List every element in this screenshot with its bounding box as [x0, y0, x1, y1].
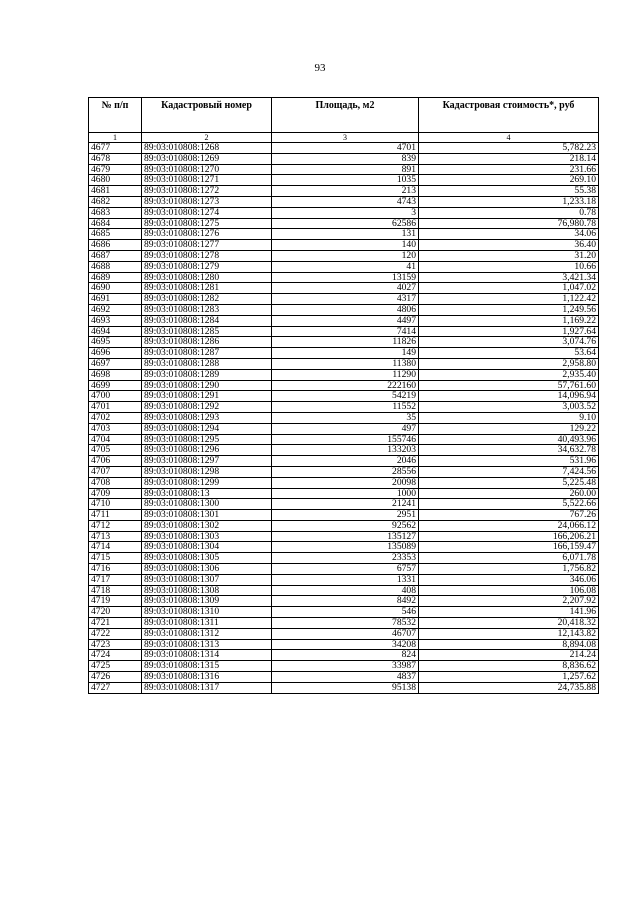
- cell-index: 4719: [89, 596, 142, 607]
- cell-cadastral-value: 2,958.80: [419, 358, 599, 369]
- cell-index: 4684: [89, 218, 142, 229]
- cell-cadastral-value: 2,207.92: [419, 596, 599, 607]
- table-row: [89, 380, 599, 391]
- cell-index: 4697: [89, 358, 142, 369]
- table-header-row: [89, 98, 599, 133]
- cell-index: 4707: [89, 466, 142, 477]
- table-row: [89, 326, 599, 337]
- cell-cadastral-value: 1,927.64: [419, 326, 599, 337]
- cell-area: 28556: [272, 466, 419, 477]
- cell-cadastral-value: 767.26: [419, 510, 599, 521]
- table-row: [89, 531, 599, 542]
- cell-cadastral-value: 3,074.76: [419, 337, 599, 348]
- cell-area: 2951: [272, 510, 419, 521]
- table-row: [89, 250, 599, 261]
- cell-index: 4708: [89, 477, 142, 488]
- cell-index: 4723: [89, 639, 142, 650]
- table-row: [89, 434, 599, 445]
- cell-cadastral-number: 89:03:010808:1294: [142, 423, 272, 434]
- table-row: [89, 369, 599, 380]
- cell-index: 4703: [89, 423, 142, 434]
- cell-area: 6757: [272, 564, 419, 575]
- cell-cadastral-number: 89:03:010808:1273: [142, 196, 272, 207]
- cell-area: 1331: [272, 574, 419, 585]
- column-number: 2: [142, 133, 272, 143]
- cell-area: 497: [272, 423, 419, 434]
- cell-cadastral-number: 89:03:010808:1288: [142, 358, 272, 369]
- cell-area: 3: [272, 207, 419, 218]
- cell-cadastral-value: 1,169.22: [419, 315, 599, 326]
- table-row: [89, 477, 599, 488]
- cell-cadastral-number: 89:03:010808:1303: [142, 531, 272, 542]
- cell-area: 133203: [272, 445, 419, 456]
- cell-cadastral-number: 89:03:010808:1311: [142, 618, 272, 629]
- cell-cadastral-number: 89:03:010808:1304: [142, 542, 272, 553]
- cell-area: 4497: [272, 315, 419, 326]
- cell-index: 4688: [89, 261, 142, 272]
- cell-cadastral-value: 3,003.52: [419, 402, 599, 413]
- cell-index: 4720: [89, 607, 142, 618]
- cell-cadastral-number: 89:03:010808:1307: [142, 574, 272, 585]
- cell-area: 4701: [272, 143, 419, 154]
- cell-cadastral-number: 89:03:010808:1293: [142, 412, 272, 423]
- table-row: [89, 628, 599, 639]
- cell-area: 2046: [272, 456, 419, 467]
- cell-cadastral-number: 89:03:010808:1275: [142, 218, 272, 229]
- table-row: [89, 639, 599, 650]
- cell-index: 4727: [89, 682, 142, 693]
- column-number-row: [89, 133, 599, 143]
- cell-area: 7414: [272, 326, 419, 337]
- table-row: [89, 596, 599, 607]
- cell-index: 4677: [89, 143, 142, 154]
- cell-area: 20098: [272, 477, 419, 488]
- cell-index: 4682: [89, 196, 142, 207]
- cell-index: 4724: [89, 650, 142, 661]
- cell-area: 4743: [272, 196, 419, 207]
- cell-area: 4027: [272, 283, 419, 294]
- table-row: [89, 283, 599, 294]
- table-row: [89, 207, 599, 218]
- cell-cadastral-number: 89:03:010808:1306: [142, 564, 272, 575]
- cadastral-table: [88, 97, 599, 694]
- table-row: [89, 315, 599, 326]
- cell-area: 4837: [272, 672, 419, 683]
- cell-cadastral-number: 89:03:010808:1274: [142, 207, 272, 218]
- cell-index: 4704: [89, 434, 142, 445]
- cell-cadastral-number: 89:03:010808:1271: [142, 175, 272, 186]
- cell-cadastral-value: 34,632.78: [419, 445, 599, 456]
- cell-cadastral-number: 89:03:010808:1285: [142, 326, 272, 337]
- cell-index: 4713: [89, 531, 142, 542]
- table-row: [89, 143, 599, 154]
- cell-cadastral-value: 5,782.23: [419, 143, 599, 154]
- cell-cadastral-value: 214.24: [419, 650, 599, 661]
- cell-cadastral-value: 36.40: [419, 240, 599, 251]
- table-row: [89, 261, 599, 272]
- cell-cadastral-number: 89:03:010808:1272: [142, 186, 272, 197]
- cell-cadastral-value: 231.66: [419, 164, 599, 175]
- cell-cadastral-value: 31.20: [419, 250, 599, 261]
- cell-area: 41: [272, 261, 419, 272]
- cell-cadastral-value: 10.66: [419, 261, 599, 272]
- cell-cadastral-number: 89:03:010808:1287: [142, 348, 272, 359]
- table-row: [89, 153, 599, 164]
- cell-cadastral-value: 1,756.82: [419, 564, 599, 575]
- table-row: [89, 618, 599, 629]
- cell-cadastral-number: 89:03:010808:1313: [142, 639, 272, 650]
- cell-area: 135089: [272, 542, 419, 553]
- cell-cadastral-number: 89:03:010808:1277: [142, 240, 272, 251]
- cell-area: 1035: [272, 175, 419, 186]
- cell-cadastral-value: 6,071.78: [419, 553, 599, 564]
- cell-cadastral-number: 89:03:010808:1309: [142, 596, 272, 607]
- cell-index: 4686: [89, 240, 142, 251]
- column-number: 3: [272, 133, 419, 143]
- cell-cadastral-number: 89:03:010808:1286: [142, 337, 272, 348]
- cell-cadastral-value: 106.08: [419, 585, 599, 596]
- cell-index: 4721: [89, 618, 142, 629]
- cell-cadastral-number: 89:03:010808:1308: [142, 585, 272, 596]
- cell-index: 4714: [89, 542, 142, 553]
- cell-cadastral-value: 14,096.94: [419, 391, 599, 402]
- cell-index: 4725: [89, 661, 142, 672]
- cell-area: 149: [272, 348, 419, 359]
- cell-cadastral-number: 89:03:010808:1268: [142, 143, 272, 154]
- cell-index: 4701: [89, 402, 142, 413]
- cell-area: 8492: [272, 596, 419, 607]
- table-row: [89, 218, 599, 229]
- cell-index: 4689: [89, 272, 142, 283]
- cell-cadastral-value: 76,980.78: [419, 218, 599, 229]
- cell-index: 4693: [89, 315, 142, 326]
- cell-area: 1000: [272, 488, 419, 499]
- cell-area: 222160: [272, 380, 419, 391]
- cell-cadastral-number: 89:03:010808:1291: [142, 391, 272, 402]
- cell-cadastral-number: 89:03:010808:1317: [142, 682, 272, 693]
- cell-area: 11380: [272, 358, 419, 369]
- cell-area: 62586: [272, 218, 419, 229]
- cell-cadastral-value: 166,159.47: [419, 542, 599, 553]
- cell-cadastral-value: 53.64: [419, 348, 599, 359]
- cell-cadastral-value: 346.06: [419, 574, 599, 585]
- cell-area: 891: [272, 164, 419, 175]
- cell-area: 11290: [272, 369, 419, 380]
- cell-area: 92562: [272, 520, 419, 531]
- cell-area: 11552: [272, 402, 419, 413]
- cell-cadastral-value: 2,935.40: [419, 369, 599, 380]
- cell-cadastral-number: 89:03:010808:1283: [142, 304, 272, 315]
- table-row: [89, 337, 599, 348]
- table-row: [89, 456, 599, 467]
- cell-cadastral-number: 89:03:010808:1316: [142, 672, 272, 683]
- cell-cadastral-value: 260.00: [419, 488, 599, 499]
- cell-cadastral-value: 129.22: [419, 423, 599, 434]
- table-row: [89, 175, 599, 186]
- cell-cadastral-value: 8,894.08: [419, 639, 599, 650]
- table-row: [89, 553, 599, 564]
- cell-area: 21241: [272, 499, 419, 510]
- cell-cadastral-value: 3,421.34: [419, 272, 599, 283]
- cell-index: 4702: [89, 412, 142, 423]
- cell-index: 4696: [89, 348, 142, 359]
- header-cadastral-number: Кадастровый номер: [142, 98, 272, 133]
- cell-cadastral-number: 89:03:010808:1292: [142, 402, 272, 413]
- cell-index: 4694: [89, 326, 142, 337]
- cell-cadastral-number: 89:03:010808:1276: [142, 229, 272, 240]
- cell-cadastral-number: 89:03:010808:1279: [142, 261, 272, 272]
- cell-cadastral-value: 166,206.21: [419, 531, 599, 542]
- cell-cadastral-number: 89:03:010808:1290: [142, 380, 272, 391]
- cell-index: 4679: [89, 164, 142, 175]
- cell-cadastral-number: 89:03:010808:1281: [142, 283, 272, 294]
- table-row: [89, 445, 599, 456]
- table-row: [89, 391, 599, 402]
- cell-area: 46707: [272, 628, 419, 639]
- cell-cadastral-number: 89:03:010808:1269: [142, 153, 272, 164]
- table-row: [89, 402, 599, 413]
- cell-cadastral-value: 57,761.60: [419, 380, 599, 391]
- table-row: [89, 488, 599, 499]
- header-cadastral-value: Кадастровая стоимость*, руб: [419, 98, 599, 133]
- cell-cadastral-value: 1,122.42: [419, 294, 599, 305]
- cell-index: 4718: [89, 585, 142, 596]
- cell-cadastral-number: 89:03:010808:1270: [142, 164, 272, 175]
- cell-cadastral-value: 7,424.56: [419, 466, 599, 477]
- cell-index: 4705: [89, 445, 142, 456]
- cell-area: 35: [272, 412, 419, 423]
- cell-area: 135127: [272, 531, 419, 542]
- cell-index: 4700: [89, 391, 142, 402]
- cell-area: 23353: [272, 553, 419, 564]
- cell-cadastral-number: 89:03:010808:1284: [142, 315, 272, 326]
- table-row: [89, 358, 599, 369]
- cell-cadastral-value: 24,735.88: [419, 682, 599, 693]
- cell-area: 155746: [272, 434, 419, 445]
- cell-cadastral-number: 89:03:010808:1310: [142, 607, 272, 618]
- cell-cadastral-value: 55.38: [419, 186, 599, 197]
- cell-cadastral-number: 89:03:010808:1297: [142, 456, 272, 467]
- cell-cadastral-value: 12,143.82: [419, 628, 599, 639]
- cell-index: 4690: [89, 283, 142, 294]
- cell-index: 4709: [89, 488, 142, 499]
- cell-index: 4706: [89, 456, 142, 467]
- cell-cadastral-value: 24,066.12: [419, 520, 599, 531]
- cell-area: 140: [272, 240, 419, 251]
- cell-cadastral-value: 1,233.18: [419, 196, 599, 207]
- cell-area: 824: [272, 650, 419, 661]
- cell-index: 4678: [89, 153, 142, 164]
- page-number: 93: [314, 62, 326, 74]
- cell-cadastral-value: 20,418.32: [419, 618, 599, 629]
- cell-area: 78532: [272, 618, 419, 629]
- cell-cadastral-value: 218.14: [419, 153, 599, 164]
- cell-cadastral-number: 89:03:010808:1296: [142, 445, 272, 456]
- table-row: [89, 294, 599, 305]
- table-row: [89, 672, 599, 683]
- cell-index: 4687: [89, 250, 142, 261]
- table-row: [89, 304, 599, 315]
- cell-area: 13159: [272, 272, 419, 283]
- cell-index: 4699: [89, 380, 142, 391]
- cell-index: 4698: [89, 369, 142, 380]
- header-index: № п/п: [89, 98, 142, 133]
- cell-cadastral-value: 8,836.62: [419, 661, 599, 672]
- cell-area: 131: [272, 229, 419, 240]
- table-row: [89, 574, 599, 585]
- table-row: [89, 229, 599, 240]
- table-row: [89, 348, 599, 359]
- cell-index: 4716: [89, 564, 142, 575]
- column-number: 4: [419, 133, 599, 143]
- cell-index: 4680: [89, 175, 142, 186]
- table-row: [89, 520, 599, 531]
- table-row: [89, 585, 599, 596]
- cell-index: 4711: [89, 510, 142, 521]
- cell-area: 33987: [272, 661, 419, 672]
- cell-cadastral-number: 89:03:010808:1301: [142, 510, 272, 521]
- cell-cadastral-number: 89:03:010808:1280: [142, 272, 272, 283]
- cell-index: 4691: [89, 294, 142, 305]
- cell-cadastral-value: 531.96: [419, 456, 599, 467]
- table-body: [89, 143, 599, 694]
- cell-index: 4710: [89, 499, 142, 510]
- cell-area: 11826: [272, 337, 419, 348]
- cell-cadastral-value: 5,522.66: [419, 499, 599, 510]
- cell-cadastral-value: 1,257.62: [419, 672, 599, 683]
- cell-cadastral-number: 89:03:010808:1298: [142, 466, 272, 477]
- cell-cadastral-number: 89:03:010808:1314: [142, 650, 272, 661]
- cell-area: 408: [272, 585, 419, 596]
- table-row: [89, 607, 599, 618]
- cell-cadastral-number: 89:03:010808:1305: [142, 553, 272, 564]
- table-row: [89, 196, 599, 207]
- cell-cadastral-value: 5,225.48: [419, 477, 599, 488]
- table-row: [89, 542, 599, 553]
- table-row: [89, 272, 599, 283]
- cell-area: 546: [272, 607, 419, 618]
- table-row: [89, 423, 599, 434]
- cell-cadastral-number: 89:03:010808:1282: [142, 294, 272, 305]
- column-number: 1: [89, 133, 142, 143]
- table-row: [89, 499, 599, 510]
- cell-index: 4717: [89, 574, 142, 585]
- cell-cadastral-number: 89:03:010808:1295: [142, 434, 272, 445]
- cell-index: 4712: [89, 520, 142, 531]
- table-row: [89, 564, 599, 575]
- table-row: [89, 412, 599, 423]
- cell-area: 4317: [272, 294, 419, 305]
- cell-index: 4685: [89, 229, 142, 240]
- cell-cadastral-number: 89:03:010808:1299: [142, 477, 272, 488]
- cell-cadastral-number: 89:03:010808:1302: [142, 520, 272, 531]
- table-row: [89, 240, 599, 251]
- cell-cadastral-value: 40,493.96: [419, 434, 599, 445]
- cell-index: 4692: [89, 304, 142, 315]
- cell-cadastral-value: 34.06: [419, 229, 599, 240]
- cell-cadastral-number: 89:03:010808:1289: [142, 369, 272, 380]
- cell-area: 34208: [272, 639, 419, 650]
- table-row: [89, 186, 599, 197]
- cell-area: 4806: [272, 304, 419, 315]
- cell-area: 120: [272, 250, 419, 261]
- cell-index: 4726: [89, 672, 142, 683]
- cell-index: 4683: [89, 207, 142, 218]
- table-row: [89, 466, 599, 477]
- cell-cadastral-number: 89:03:010808:1300: [142, 499, 272, 510]
- table-row: [89, 682, 599, 693]
- cell-index: 4722: [89, 628, 142, 639]
- cell-area: 213: [272, 186, 419, 197]
- cell-index: 4715: [89, 553, 142, 564]
- cell-cadastral-number: 89:03:010808:13: [142, 488, 272, 499]
- cell-cadastral-value: 141.96: [419, 607, 599, 618]
- table-row: [89, 510, 599, 521]
- cell-cadastral-value: 9.10: [419, 412, 599, 423]
- header-area: Площадь, м2: [272, 98, 419, 133]
- table-row: [89, 661, 599, 672]
- cell-index: 4681: [89, 186, 142, 197]
- cell-cadastral-value: 1,249.56: [419, 304, 599, 315]
- cell-index: 4695: [89, 337, 142, 348]
- cell-cadastral-value: 269.10: [419, 175, 599, 186]
- table-row: [89, 650, 599, 661]
- cell-area: 95138: [272, 682, 419, 693]
- cell-area: 54219: [272, 391, 419, 402]
- cell-cadastral-value: 0.78: [419, 207, 599, 218]
- cell-area: 839: [272, 153, 419, 164]
- cell-cadastral-number: 89:03:010808:1315: [142, 661, 272, 672]
- cell-cadastral-value: 1,047.02: [419, 283, 599, 294]
- cell-cadastral-number: 89:03:010808:1278: [142, 250, 272, 261]
- cell-cadastral-number: 89:03:010808:1312: [142, 628, 272, 639]
- table-row: [89, 164, 599, 175]
